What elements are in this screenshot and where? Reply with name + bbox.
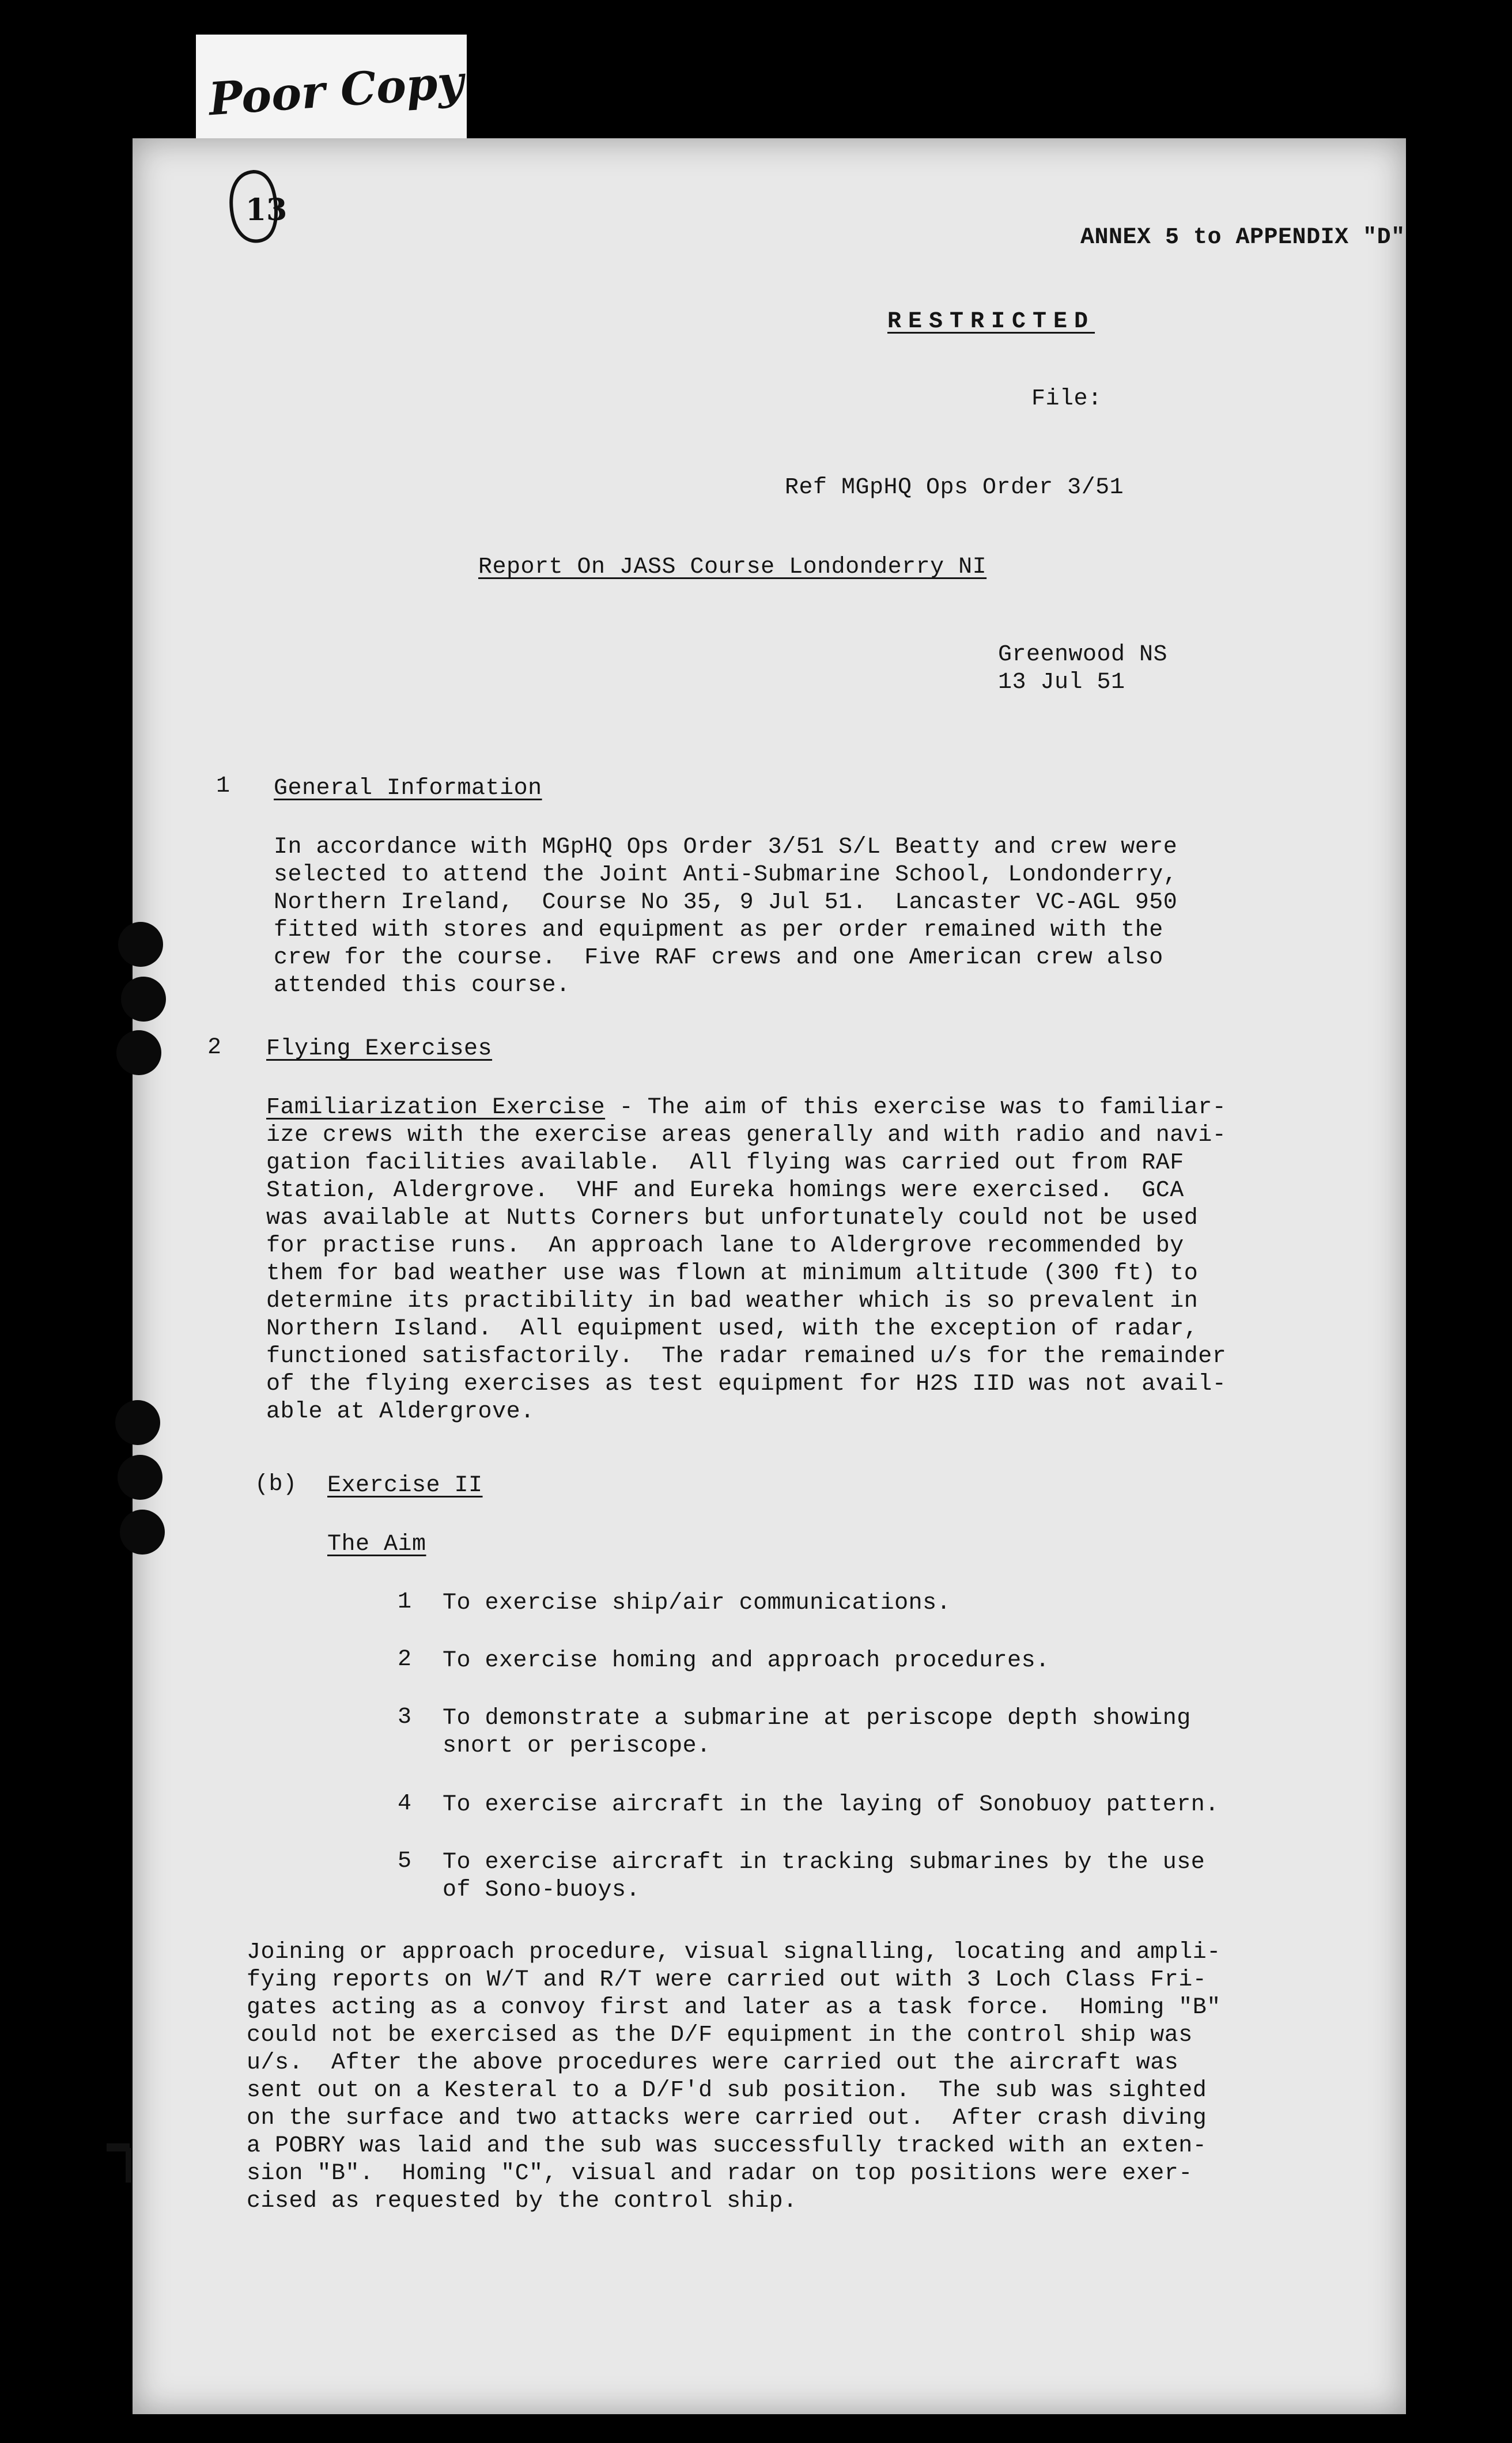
familiarization-first-line: Familiarization Exercise - The aim of this exercise was to familiar-	[266, 1095, 1227, 1121]
familiarization-heading: Familiarization Exercise	[266, 1095, 606, 1121]
exercise-2-heading: Exercise II	[327, 1473, 483, 1499]
poor-copy-tag	[196, 35, 467, 144]
punch-hole	[116, 1030, 161, 1075]
aim-heading: The Aim	[327, 1531, 426, 1557]
section-1-number: 1	[216, 773, 230, 799]
exercise-2-label: (b)	[255, 1472, 297, 1497]
scan-mark	[126, 2148, 131, 2183]
section-2-heading: Flying Exercises	[266, 1036, 493, 1062]
punch-hole	[115, 1400, 160, 1445]
punch-hole	[121, 977, 166, 1022]
punch-hole	[120, 1510, 165, 1555]
section-1-heading: General Information	[274, 776, 542, 801]
document-page: 13 ANNEX 5 to APPENDIX "D" RESTRICTED File: Ref MGpHQ Ops Order 3/51 Report On JASS Course Londonderry NI Greenwood NS 13 Jul 51 1 General Information In accordance with MGpHQ Ops Order 3/51 S/L Beatty and crew were selected to attend the Joint Anti-Submarine School, Londonderry, Northern Ireland, Course No 35, 9 Jul 51. Lancaster VC-AGL 950 fitted with stores and equipment as per order remained with the crew for the course. Five RAF crews and one American crew also attended this course. 2 Flying Exercises Familiarization Exercise - The aim of this exercise was to familiar- ize crews with the exercise areas generally and with radio and navi- gation facilities available. All flying was carried out from RAF Station, Aldergrove. VHF and Eureka homings were exercised. GCA was available at Nutts Corners but unfortunately could not be used for practise runs. An approach lane to Aldergrove recommended by them for bad weather use was flown at minimum altitude (300 ft) to determine its practibility in bad weather which is so prevalent in Northern Island. All equipment used, with the exception of radar, functioned satisfactorily. The radar remained u/s for the remainder of the flying exercises as test equipment for H2S IID was not avail- able at Aldergrove. (b) Exercise II The Aim 1 To exercise ship/air communications. 2 To exercise homing and approach procedures. 3 To demonstrate a submarine at periscope depth showing snort or periscope. 4 To exercise aircraft in the laying of Sonobuoy pattern. 5 To exercise aircraft in tracking submarines by the use of Sono-buoys. Joining or approach procedure, visual signalling, locating and ampli- fying reports on W/T and R/T were carried out with 3 Loch Class Fri- gates acting as a convoy first and later as a task force. Homing "B" could not be exercised as the D/F equipment in the control ship was u/s. After the above procedures were carried out the aircraft was sent out on a Kesteral to a D/F'd sub position. The sub was sighted on the surface and two attacks were carried out. After crash diving a POBRY was laid and the sub was successfully tracked with an exten- sion "B". Homing "C", visual and radar on top positions were exer- cised as requested by the control ship.	[133, 138, 1406, 2414]
poor-copy-stamp: Poor Copy	[207, 55, 466, 126]
punch-hole	[118, 1455, 162, 1500]
classification-marking: RESTRICTED	[887, 309, 1095, 335]
document-title: Report On JASS Course Londonderry NI	[478, 554, 987, 580]
reference-line: Ref MGpHQ Ops Order 3/51	[785, 475, 1124, 501]
place-line: Greenwood NS	[998, 642, 1168, 668]
page-number-seal	[225, 167, 288, 248]
section-2-number: 2	[207, 1035, 222, 1061]
date-line: 13 Jul 51	[998, 670, 1125, 695]
file-label: File:	[1031, 386, 1102, 412]
punch-hole	[118, 922, 163, 967]
page-number: 13	[245, 192, 288, 228]
annex-header: ANNEX 5 to APPENDIX "D"	[1080, 225, 1405, 251]
